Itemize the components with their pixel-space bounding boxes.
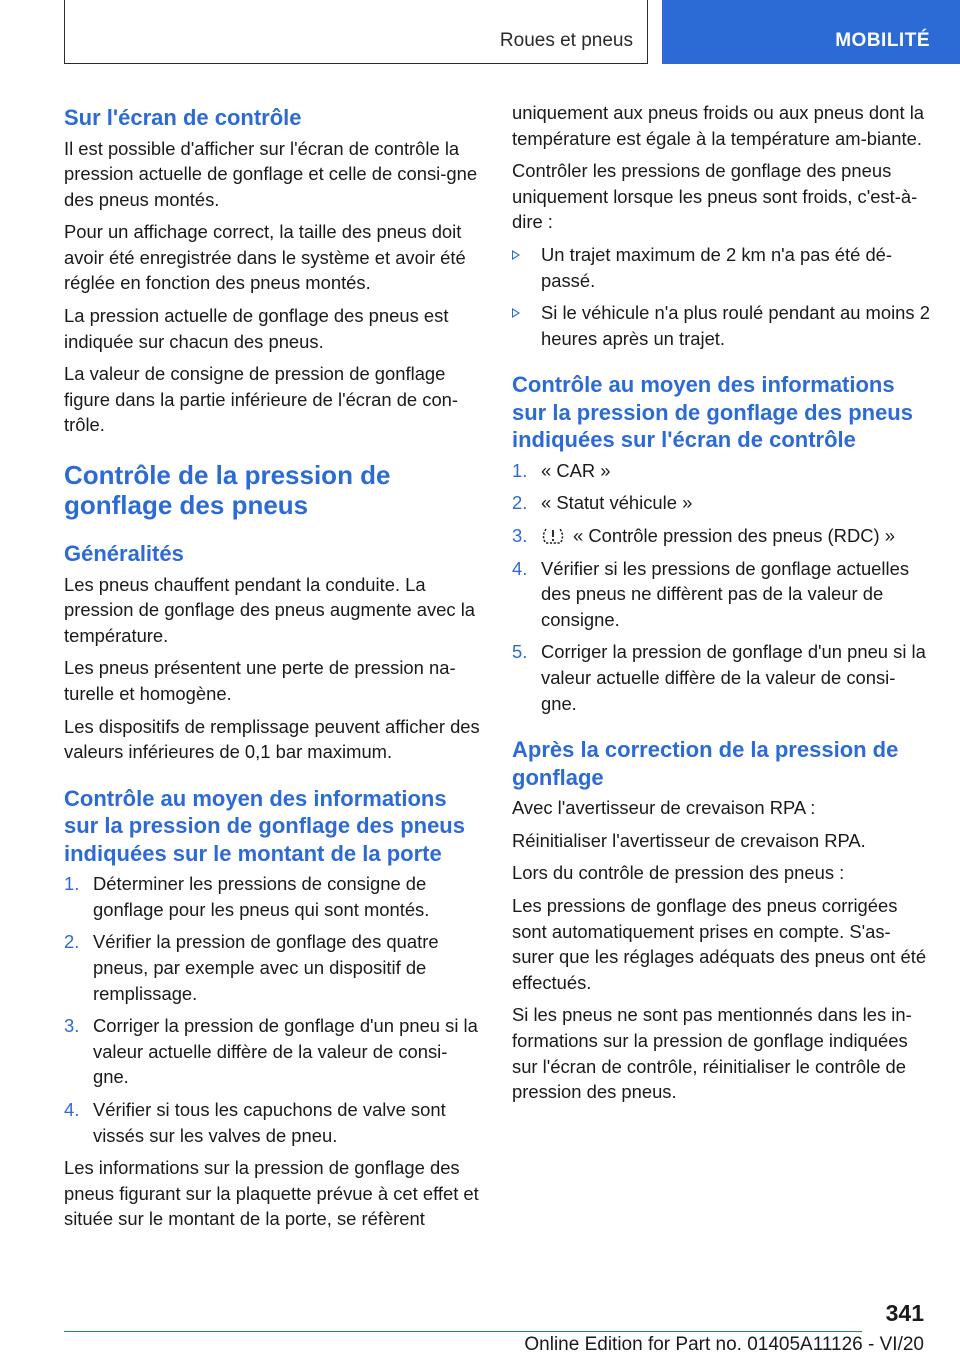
paragraph: La valeur de consigne de pression de gonflage figure dans la partie inférieure de l'écran de con-trôle. — [64, 363, 459, 436]
step-text: Vérifier si tous les capuchons de valve sont vissés sur les valves de pneu. — [93, 1098, 446, 1146]
paragraph: Les dispositifs de remplissage peuvent afficher des valeurs inférieures de 0,1 bar maximum. — [64, 715, 480, 763]
step-text: Vérifier si les pressions de gonflage actuelles des pneus ne diffèrent pas de la valeur de consigne. — [541, 557, 910, 630]
list-item — [512, 523, 930, 549]
paragraph: Si les pneus ne sont pas mentionnés dans les in-formations sur la pression de gonflage indiquées sur l'écran de contrôle, réinitialiser le contrôle de pression des pneus. — [512, 1004, 912, 1103]
header-chapter-tab — [662, 0, 960, 64]
heading-screen-info: Contrôle au moyen des informations sur la pression de gonflage des pneus indiquées sur l'écran de contrôle — [512, 372, 913, 453]
section-title: Roues et pneus — [499, 30, 633, 51]
bullet-text: Si le véhicule n'a plus roulé pendant au moins 2 heures après un trajet. — [541, 302, 930, 349]
paragraph: Il est possible d'afficher sur l'écran de contrôle la pression actuelle de gonflage et celle de consi-gne des pneus montés. — [64, 137, 478, 210]
list-item — [512, 490, 930, 516]
list-item — [64, 1097, 482, 1148]
footer-divider — [64, 1331, 862, 1332]
list-item — [512, 639, 930, 716]
triangle-bullet-icon — [512, 250, 520, 260]
bullet-text: Un trajet maximum de 2 km n'a pas été dé-passé. — [541, 243, 893, 291]
header-section-tab — [64, 0, 648, 64]
step-text: Corriger la pression de gonflage d'un pneu si la valeur actuelle diffère de la valeur de consi-gne. — [541, 641, 926, 714]
paragraph: Les pressions de gonflage des pneus corrigées sont automatiquement prises en compte. S'as-surer que les réglages adéquats des pneus ont été effectués. — [512, 894, 927, 993]
paragraph: Contrôler les pressions de gonflage des pneus uniquement lorsque les pneus sont froids, c'est-à-dire : — [512, 160, 918, 233]
right-column — [512, 100, 930, 1112]
list-item — [512, 458, 930, 484]
triangle-bullet-icon — [512, 308, 520, 318]
list-item — [512, 556, 930, 633]
list-item — [64, 1013, 482, 1090]
step-text: « Statut véhicule » — [541, 492, 693, 514]
paragraph: Les informations sur la pression de gonflage des pneus figurant sur la plaquette prévue à cet effet et située sur le montant de la porte, se réfèrent — [64, 1157, 479, 1230]
paragraph: Réinitialiser l'avertisseur de crevaison RPA. — [512, 829, 866, 851]
list-item — [64, 871, 482, 922]
paragraph: uniquement aux pneus froids ou aux pneus dont la température est égale à la température am-biante. — [512, 102, 925, 149]
paragraph: Avec l'avertisseur de crevaison RPA : — [512, 797, 816, 819]
paragraph: Les pneus chauffent pendant la conduite. La pression de gonflage des pneus augmente avec la température. — [64, 573, 476, 646]
paragraph: La pression actuelle de gonflage des pneus est indiquée sur chacun des pneus. — [64, 305, 449, 352]
step-number: 4. — [64, 1098, 80, 1120]
step-number: 4. — [512, 557, 528, 579]
heading-after-correction: Après la correction de la pression de gonflage — [512, 737, 899, 790]
step-text: « Contrôle pression des pneus (RDC) » — [573, 525, 895, 547]
heading-pressure-control: Contrôle de la pression de gonflage des pneus — [64, 460, 391, 521]
step-number: 2. — [512, 492, 528, 514]
steps-list — [512, 458, 930, 716]
page-number: 341 — [885, 1300, 924, 1326]
left-column — [64, 100, 482, 1239]
step-text: « CAR » — [541, 459, 611, 481]
step-number: 2. — [64, 931, 80, 953]
list-item — [64, 929, 482, 1006]
list-item — [512, 242, 930, 293]
steps-list — [64, 871, 482, 1148]
step-number: 5. — [512, 641, 528, 663]
step-number: 3. — [64, 1015, 80, 1037]
paragraph: Pour un affichage correct, la taille des pneus doit avoir été enregistrée dans le système et avoir été réglée en fonction des pneus montés. — [64, 221, 466, 294]
heading-general: Généralités — [64, 541, 184, 567]
step-text: Vérifier la pression de gonflage des quatre pneus, par exemple avec un dispositif de remplissage. — [93, 931, 439, 1004]
step-text: Déterminer les pressions de consigne de gonflage pour les pneus qui sont montés. — [93, 873, 430, 920]
bullet-list — [512, 242, 930, 351]
step-number: 1. — [64, 873, 80, 895]
paragraph: Les pneus présentent une perte de pression na-turelle et homogène. — [64, 657, 456, 704]
tire-pressure-warning-icon — [541, 526, 565, 546]
heading-screen: Sur l'écran de contrôle — [64, 105, 302, 130]
list-item — [512, 300, 930, 351]
step-text: Corriger la pression de gonflage d'un pneu si la valeur actuelle diffère de la valeur de consi-gne. — [93, 1015, 478, 1088]
step-number: 1. — [512, 459, 528, 481]
chapter-title: MOBILITÉ — [835, 30, 930, 51]
footer-edition: Online Edition for Part no. 01405A11126 - VI/20 — [524, 1334, 924, 1355]
step-number: 3. — [512, 525, 528, 547]
paragraph: Lors du contrôle de pression des pneus : — [512, 862, 845, 884]
heading-door-pillar: Contrôle au moyen des informations sur la pression de gonflage des pneus indiquées sur le montant de la porte — [64, 785, 465, 866]
